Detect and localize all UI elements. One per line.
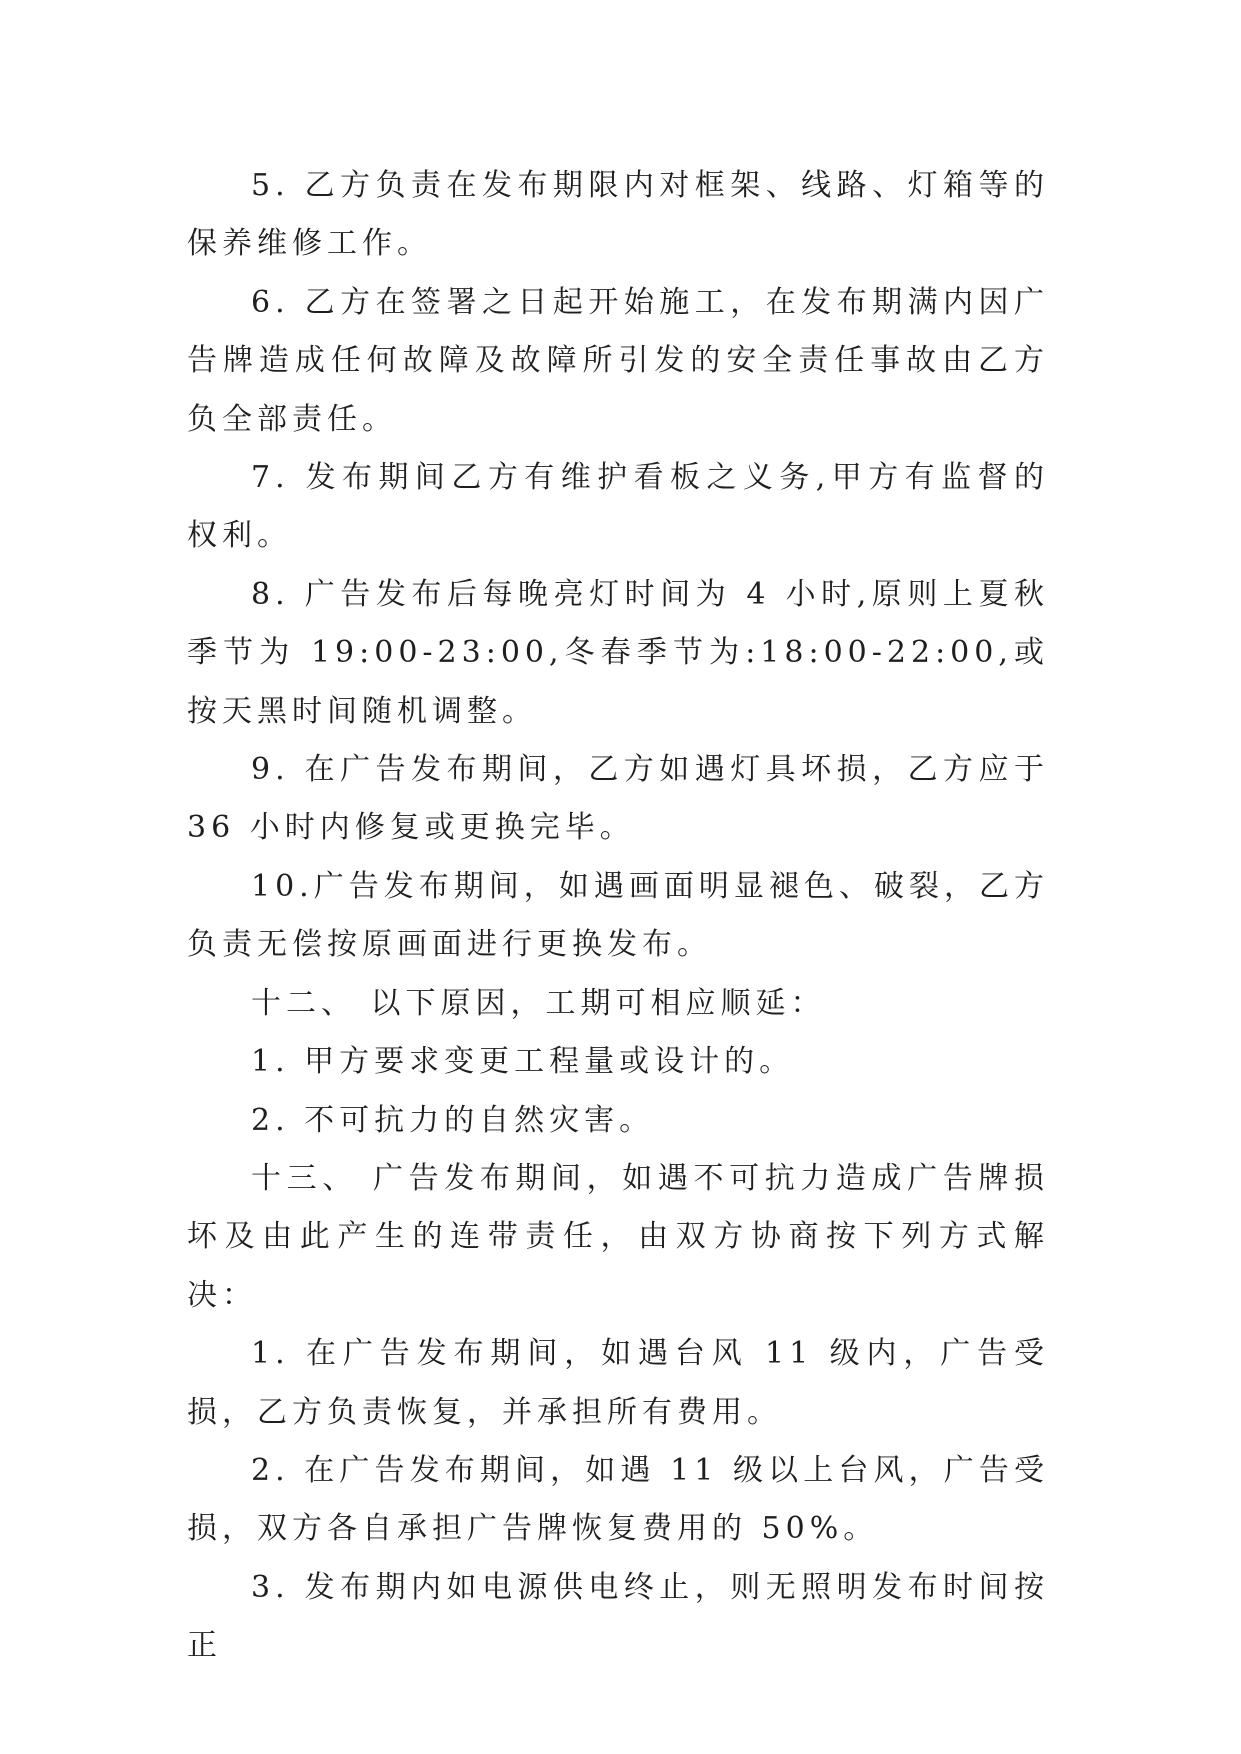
clause-5-maintenance: 5. 乙方负责在发布期限内对框架、线路、灯箱等的保养维修工作。: [187, 168, 1049, 262]
clause-6-safety-liability: 6. 乙方在签署之日起开始施工，在发布期满内因广告牌造成任何故障及故障所引发的安全责任事故由乙方负全部责任。: [187, 284, 1049, 437]
section-13-item-1: 1. 在广告发布期间，如遇台风 11 级内，广告受损，乙方负责恢复，并承担所有费用。: [187, 1336, 1049, 1430]
section-13-item-2: 2. 在广告发布期间，如遇 11 级以上台风，广告受损，双方各自承担广告牌恢复费用的 50%。: [187, 1452, 1049, 1547]
clause-8-lighting-hours: 8. 广告发布后每晚亮灯时间为 4 小时,原则上夏秋季节为 19:00-23:00,冬春季节为:18:00-22:00,或按天黑时间随机调整。: [187, 576, 1049, 729]
clause-10-image-replacement: 10.广告发布期间，如遇画面明显褪色、破裂，乙方负责无偿按原画面进行更换发布。: [187, 868, 1049, 963]
section-12-item-1: 1. 甲方要求变更工程量或设计的。: [251, 1044, 795, 1080]
document-body: [187, 157, 1049, 1676]
section-12-heading: 十二、 以下原因，工期可相应顺延：: [251, 985, 826, 1021]
section-12-item-2: 2. 不可抗力的自然灾害。: [251, 1102, 655, 1138]
section-13-heading: 十三、 广告发布期间，如遇不可抗力造成广告牌损坏及由此产生的连带责任，由双方协商按下列方式解决：: [187, 1160, 1049, 1313]
clause-9-lamp-repair: 9. 在广告发布期间，乙方如遇灯具坏损，乙方应于 36 小时内修复或更换完毕。: [187, 752, 1049, 846]
clause-7-supervision: 7. 发布期间乙方有维护看板之义务,甲方有监督的权利。: [187, 460, 1049, 554]
section-13-item-3: 3. 发布期内如电源供电终止，则无照明发布时间按正: [187, 1569, 1049, 1664]
